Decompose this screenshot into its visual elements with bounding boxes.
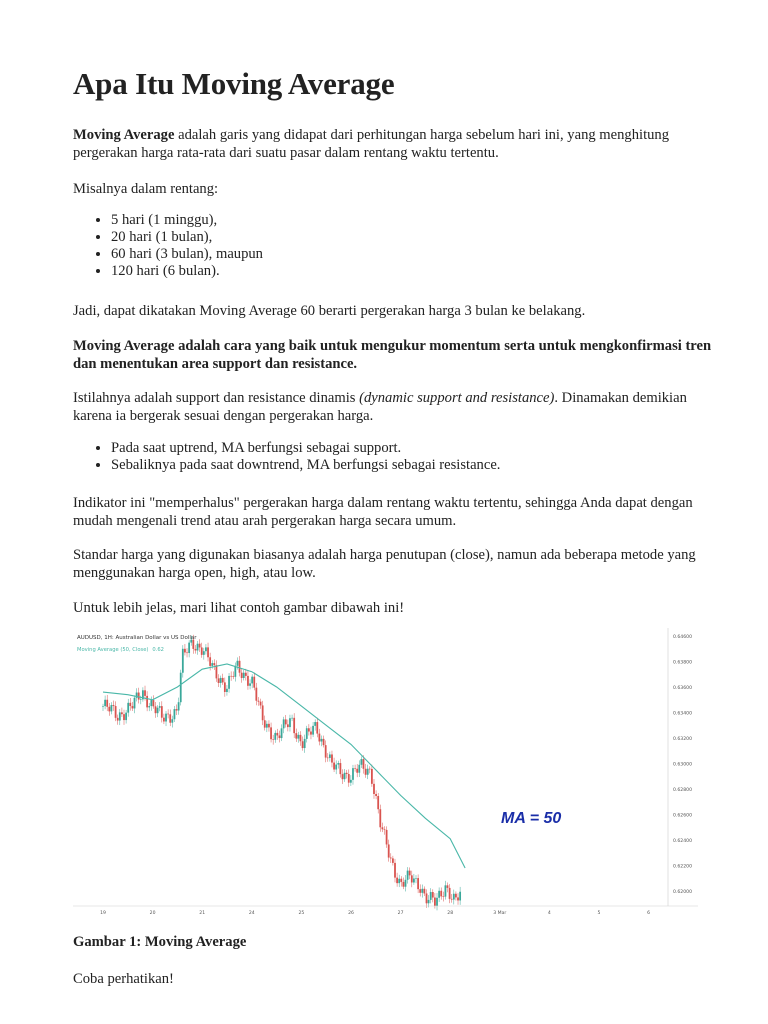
candle-body xyxy=(270,727,272,739)
candle-body xyxy=(226,689,228,692)
candle-body xyxy=(220,678,222,683)
candle-body xyxy=(150,700,152,706)
candle-body xyxy=(197,644,199,651)
article-title: Apa Itu Moving Average xyxy=(73,66,395,101)
y-tick-label: 0.63200 xyxy=(673,737,692,742)
candle-body xyxy=(287,724,289,727)
candle-body xyxy=(148,706,150,707)
trend-list-item: • Pada saat uptrend, MA berfungsi sebagai support. xyxy=(111,440,500,457)
candle-body xyxy=(106,700,108,707)
y-tick-label: 0.63800 xyxy=(673,660,692,666)
candle-body xyxy=(430,892,432,900)
candle-body xyxy=(398,879,400,883)
candle-body xyxy=(199,644,201,648)
candle-body xyxy=(447,885,449,888)
candle-body xyxy=(180,673,182,702)
candle-body xyxy=(348,774,350,783)
candle-body xyxy=(272,739,274,740)
candle-body xyxy=(329,754,331,757)
dynamic-text-b: . Dinamakan demikian karena ia bergerak sesuai dengan pergerakan harga. xyxy=(73,390,687,424)
candle-body xyxy=(306,728,308,739)
paragraph-see-image: Untuk lebih jelas, mari lihat contoh gambar dibawah ini! xyxy=(73,600,405,616)
x-tick-label: 20 xyxy=(149,911,156,916)
chart-title: AUDUSD, 1H: Australian Dollar vs US Dollar xyxy=(77,635,197,641)
candle-body xyxy=(344,773,346,779)
candle-body xyxy=(295,733,297,738)
candle-body xyxy=(182,649,184,673)
candle-body xyxy=(316,722,318,734)
candle-body xyxy=(403,882,405,887)
candle-body xyxy=(264,720,266,727)
candle-body xyxy=(415,878,417,879)
candle-body xyxy=(331,754,333,762)
range-list-item: • 120 hari (6 bulan). xyxy=(111,263,263,280)
x-tick-label: 27 xyxy=(397,911,404,916)
candle-body xyxy=(367,769,369,775)
x-tick-label: 3 Mar xyxy=(493,911,507,916)
candle-body xyxy=(222,678,224,682)
candle-body xyxy=(119,712,121,720)
candle-body xyxy=(445,885,447,896)
candle-body xyxy=(184,649,186,653)
candle-body xyxy=(421,889,423,893)
x-tick-label: 24 xyxy=(248,911,255,916)
candle-body xyxy=(356,769,358,773)
candle-body xyxy=(392,858,394,862)
candle-body xyxy=(302,741,304,748)
candle-body xyxy=(115,706,117,718)
candle-body xyxy=(453,894,455,900)
candle-body xyxy=(342,774,344,779)
y-tick-label: 0.62200 xyxy=(673,864,692,870)
y-tick-label: 0.63000 xyxy=(673,762,692,768)
paragraph-ma-momentum: Moving Average adalah cara yang baik untuk mengukur momentum serta untuk mengkonfirmasi tren dan menentukan area support dan resistance. xyxy=(73,338,712,372)
candle-body xyxy=(386,830,388,845)
candle-body xyxy=(396,878,398,884)
y-tick-label: 0.62400 xyxy=(673,839,692,844)
candle-body xyxy=(318,734,320,742)
candle-body xyxy=(405,880,407,887)
candle-body xyxy=(436,898,438,906)
candle-body xyxy=(358,765,360,773)
candle-body xyxy=(413,878,415,882)
candle-body xyxy=(346,773,348,774)
candle-body xyxy=(169,714,171,722)
candle-body xyxy=(377,796,379,809)
x-tick-label: 5 xyxy=(597,911,601,916)
dynamic-text-a: Istilahnya adalah support dan resistance dinamis xyxy=(73,390,360,406)
candle-body xyxy=(365,769,367,775)
candle-body xyxy=(285,719,287,724)
candle-body xyxy=(459,892,461,901)
candle-body xyxy=(121,712,123,714)
range-list xyxy=(73,212,263,280)
candle-body xyxy=(218,678,220,683)
candle-body xyxy=(333,763,335,770)
candle-body xyxy=(400,879,402,882)
candle-body xyxy=(440,891,442,897)
candle-body xyxy=(224,682,226,692)
candle-body xyxy=(428,900,430,903)
candle-body xyxy=(176,709,178,710)
candle-body xyxy=(178,702,180,710)
candle-body xyxy=(125,713,127,720)
candle-body xyxy=(216,665,218,678)
candle-body xyxy=(363,759,365,769)
y-tick-label: 0.62800 xyxy=(673,788,692,793)
candle-body xyxy=(321,739,323,742)
candle-body xyxy=(442,896,444,897)
candle-body xyxy=(373,784,375,794)
candle-body xyxy=(304,739,306,748)
candle-body xyxy=(140,699,142,700)
candle-body xyxy=(262,705,264,720)
candle-body xyxy=(457,897,459,900)
candle-body xyxy=(174,709,176,719)
x-tick-label: 4 xyxy=(547,911,551,916)
candle-body xyxy=(451,899,453,900)
chart-subtitle-label: Moving Average (50, Close) xyxy=(77,647,149,653)
candle-body xyxy=(293,718,295,733)
candle-body xyxy=(192,640,194,649)
candle-body xyxy=(167,714,169,715)
candle-body xyxy=(268,724,270,728)
y-tick-label: 0.62600 xyxy=(673,813,692,819)
candle-body xyxy=(211,663,213,666)
candle-body xyxy=(409,871,411,876)
candle-body xyxy=(310,732,312,735)
candle-body xyxy=(266,724,268,728)
candle-body xyxy=(186,652,188,653)
y-tick-label: 0.62000 xyxy=(673,890,692,895)
candle-body xyxy=(337,763,339,765)
candle-body xyxy=(300,735,302,741)
y-tick-label: 0.63600 xyxy=(673,686,692,691)
candle-body xyxy=(251,677,253,684)
candle-body xyxy=(241,673,243,678)
definition-text: adalah garis yang didapat dari perhitungan harga sebelum hari ini, yang menghitung pergerakan harga rata-rata dari suatu pasar dalam rentang waktu tertentu. xyxy=(73,127,670,161)
candle-body xyxy=(146,696,148,707)
candle-body xyxy=(213,663,215,665)
trend-list-item: • Sebaliknya pada saat downtrend, MA berfungsi sebagai resistance. xyxy=(111,457,500,474)
candle-body xyxy=(434,898,436,906)
candle-body xyxy=(230,676,232,677)
candle-body xyxy=(426,893,428,903)
candle-body xyxy=(424,889,426,894)
candle-body xyxy=(289,718,291,727)
candle-body xyxy=(455,894,457,898)
candle-body xyxy=(228,676,230,689)
candle-body xyxy=(449,888,451,899)
candle-body xyxy=(369,769,371,770)
candle-body xyxy=(375,794,377,796)
candle-body xyxy=(281,728,283,738)
candle-body xyxy=(245,673,247,676)
range-list-item: • 60 hari (3 bulan), maupun xyxy=(111,246,263,263)
dynamic-text-italic: (dynamic support and resistance) xyxy=(359,390,555,406)
candle-body xyxy=(201,647,203,654)
candle-body xyxy=(432,892,434,898)
figure-caption: Gambar 1: Moving Average xyxy=(73,934,247,950)
candle-body xyxy=(419,889,421,893)
paragraph-range-intro: Misalnya dalam rentang: xyxy=(73,181,219,197)
candle-body xyxy=(253,677,255,688)
candle-body xyxy=(117,718,119,721)
paragraph-price-standard: Standar harga yang digunakan biasanya adalah harga penutupan (close), namun ada beberapa metode yang menggunakan harga open, high, atau low. xyxy=(73,547,696,581)
candle-body xyxy=(360,759,362,765)
x-tick-label: 26 xyxy=(348,911,354,916)
candle-body xyxy=(308,728,310,731)
candle-body xyxy=(260,702,262,706)
candle-body xyxy=(339,763,341,774)
candle-body xyxy=(159,706,161,708)
candle-body xyxy=(237,661,239,666)
paragraph-ma60: Jadi, dapat dikatakan Moving Average 60 berarti pergerakan harga 3 bulan ke belakang. xyxy=(73,303,586,319)
candle-body xyxy=(394,863,396,878)
candle-body xyxy=(104,700,106,706)
candle-body xyxy=(102,706,104,707)
candle-body xyxy=(379,809,381,827)
candle-body xyxy=(155,706,157,713)
candle-body xyxy=(113,705,115,706)
x-tick-label: 21 xyxy=(199,911,206,916)
moving-average-chart xyxy=(73,628,698,918)
candle-body xyxy=(354,768,356,769)
candle-body xyxy=(134,698,136,709)
candle-body xyxy=(157,708,159,713)
ma-annotation: MA = 50 xyxy=(501,810,562,827)
candle-body xyxy=(161,706,163,718)
candle-body xyxy=(247,676,249,686)
candle-body xyxy=(384,829,386,830)
candle-body xyxy=(243,673,245,678)
candle-body xyxy=(350,780,352,783)
candle-body xyxy=(132,706,134,708)
candle-body xyxy=(291,718,293,719)
candle-body xyxy=(388,844,390,857)
candle-body xyxy=(323,739,325,745)
candle-body xyxy=(188,643,190,653)
x-tick-label: 6 xyxy=(647,911,651,916)
paragraph-dynamic-support xyxy=(73,389,713,425)
candle-body xyxy=(327,758,329,759)
candle-body xyxy=(165,714,167,722)
candle-body xyxy=(108,707,110,712)
candle-body xyxy=(335,765,337,770)
x-tick-label: 28 xyxy=(447,911,454,916)
candle-body xyxy=(390,858,392,859)
candle-body xyxy=(163,718,165,722)
range-list-item: • 5 hari (1 minggu), xyxy=(111,212,263,229)
candle-body xyxy=(123,714,125,720)
y-tick-label: 0.64600 xyxy=(673,635,692,640)
x-tick-label: 25 xyxy=(298,911,305,916)
candle-body xyxy=(274,733,276,740)
candle-body xyxy=(249,683,251,685)
candle-body xyxy=(239,661,241,673)
candle-body xyxy=(207,647,209,657)
candle-body xyxy=(411,875,413,882)
candle-body xyxy=(276,733,278,736)
range-list-item: • 20 hari (1 bulan), xyxy=(111,229,263,246)
candle-body xyxy=(234,666,236,677)
candle-body xyxy=(232,676,234,677)
candle-body xyxy=(417,878,419,889)
candle-body xyxy=(144,690,146,696)
candle-body xyxy=(314,722,316,726)
paragraph-attention: Coba perhatikan! xyxy=(73,971,174,987)
candle-body xyxy=(205,647,207,651)
candle-body xyxy=(209,657,211,666)
candle-body xyxy=(352,768,354,780)
paragraph-definition xyxy=(73,126,713,162)
candle-body xyxy=(129,703,131,706)
y-tick-label: 0.63400 xyxy=(673,711,692,717)
candle-body xyxy=(297,735,299,739)
x-tick-label: 19 xyxy=(100,911,106,916)
candle-body xyxy=(138,693,140,700)
candle-body xyxy=(127,703,129,713)
candle-body xyxy=(111,705,113,711)
candle-body xyxy=(438,891,440,898)
candle-body xyxy=(255,688,257,701)
candle-body xyxy=(325,745,327,757)
candle-body xyxy=(381,827,383,829)
candle-body xyxy=(279,735,281,738)
candle-body xyxy=(312,726,314,735)
candle-body xyxy=(371,769,373,784)
candle-body xyxy=(195,649,197,651)
candle-body xyxy=(407,871,409,880)
candle-body xyxy=(153,700,155,706)
chart-subtitle-value: 0.62 xyxy=(152,647,164,653)
term-moving-average: Moving Average xyxy=(73,127,175,143)
trend-list xyxy=(73,440,500,474)
candle-body xyxy=(203,651,205,655)
candle-body xyxy=(171,719,173,722)
candle-body xyxy=(258,701,260,702)
paragraph-smoothing: Indikator ini "memperhalus" pergerakan harga dalam rentang waktu tertentu, sehingga Anda dapat dengan mudah mengenali trend atau arah pergerakan harga secara umum. xyxy=(73,495,693,529)
candle-body xyxy=(283,719,285,728)
